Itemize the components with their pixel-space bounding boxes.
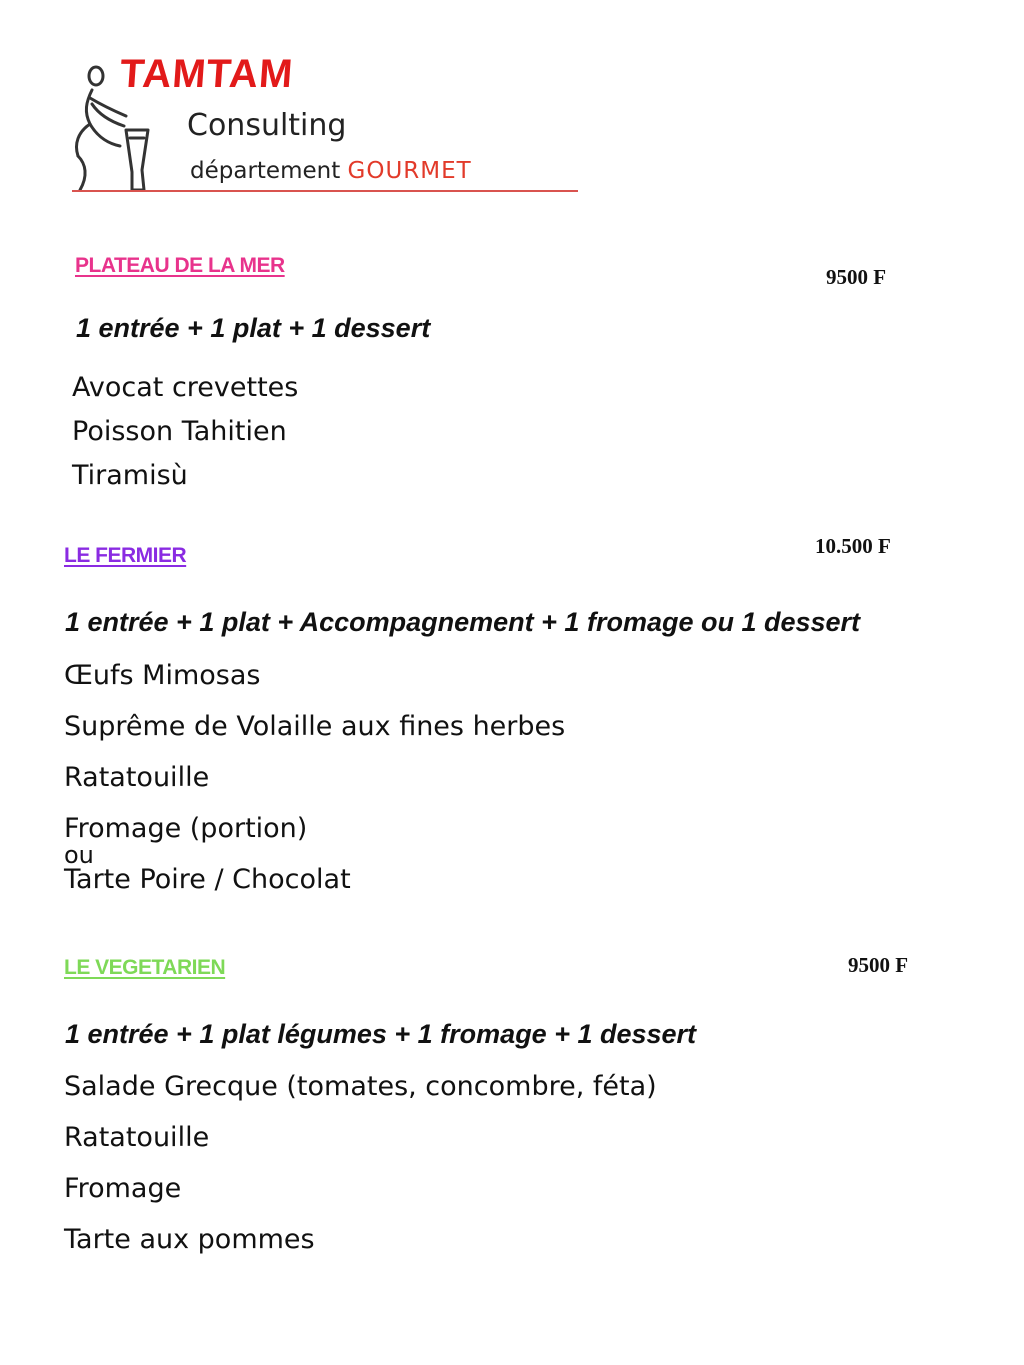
- department-label: [190, 158, 472, 184]
- brand-subtitle: Consulting: [187, 108, 347, 143]
- logo-divider: [72, 190, 578, 192]
- menu-title-le-vegetarien: LE VEGETARIEN: [64, 956, 226, 979]
- menu-title-plateau-de-la-mer: PLATEAU DE LA MER: [75, 254, 285, 277]
- menu-formula: 1 entrée + 1 plat légumes + 1 fromage + 1 dessert: [65, 1019, 697, 1049]
- dish-item: Ratatouille: [64, 1122, 210, 1153]
- dish-item: Fromage (portion): [64, 813, 308, 844]
- dish-item: Fromage: [64, 1173, 182, 1204]
- dish-item: Avocat crevettes: [72, 372, 299, 403]
- department-name: GOURMET: [347, 158, 472, 184]
- dish-item: Œufs Mimosas: [64, 660, 261, 691]
- menu-formula: 1 entrée + 1 plat + Accompagnement + 1 fromage ou 1 dessert: [65, 607, 861, 637]
- dish-item: ou: [64, 841, 94, 869]
- menu-title-le-fermier: LE FERMIER: [64, 544, 187, 567]
- dish-item: Tarte Poire / Chocolat: [64, 864, 351, 895]
- dish-item: Tiramisù: [72, 460, 188, 491]
- dish-item: Suprême de Volaille aux fines herbes: [64, 711, 566, 742]
- menu-price: 9500 F: [848, 953, 909, 977]
- dish-item: Ratatouille: [64, 762, 210, 793]
- brand-name: TAMTAM: [118, 52, 295, 96]
- dish-item: Salade Grecque (tomates, concombre, féta): [64, 1071, 657, 1102]
- menu-price: 10.500 F: [815, 534, 891, 558]
- dish-item: Tarte aux pommes: [64, 1224, 315, 1255]
- menu-price: 9500 F: [826, 265, 887, 289]
- dish-item: Poisson Tahitien: [72, 416, 287, 447]
- department-prefix: département: [190, 158, 348, 184]
- menu-formula: 1 entrée + 1 plat + 1 dessert: [76, 313, 431, 343]
